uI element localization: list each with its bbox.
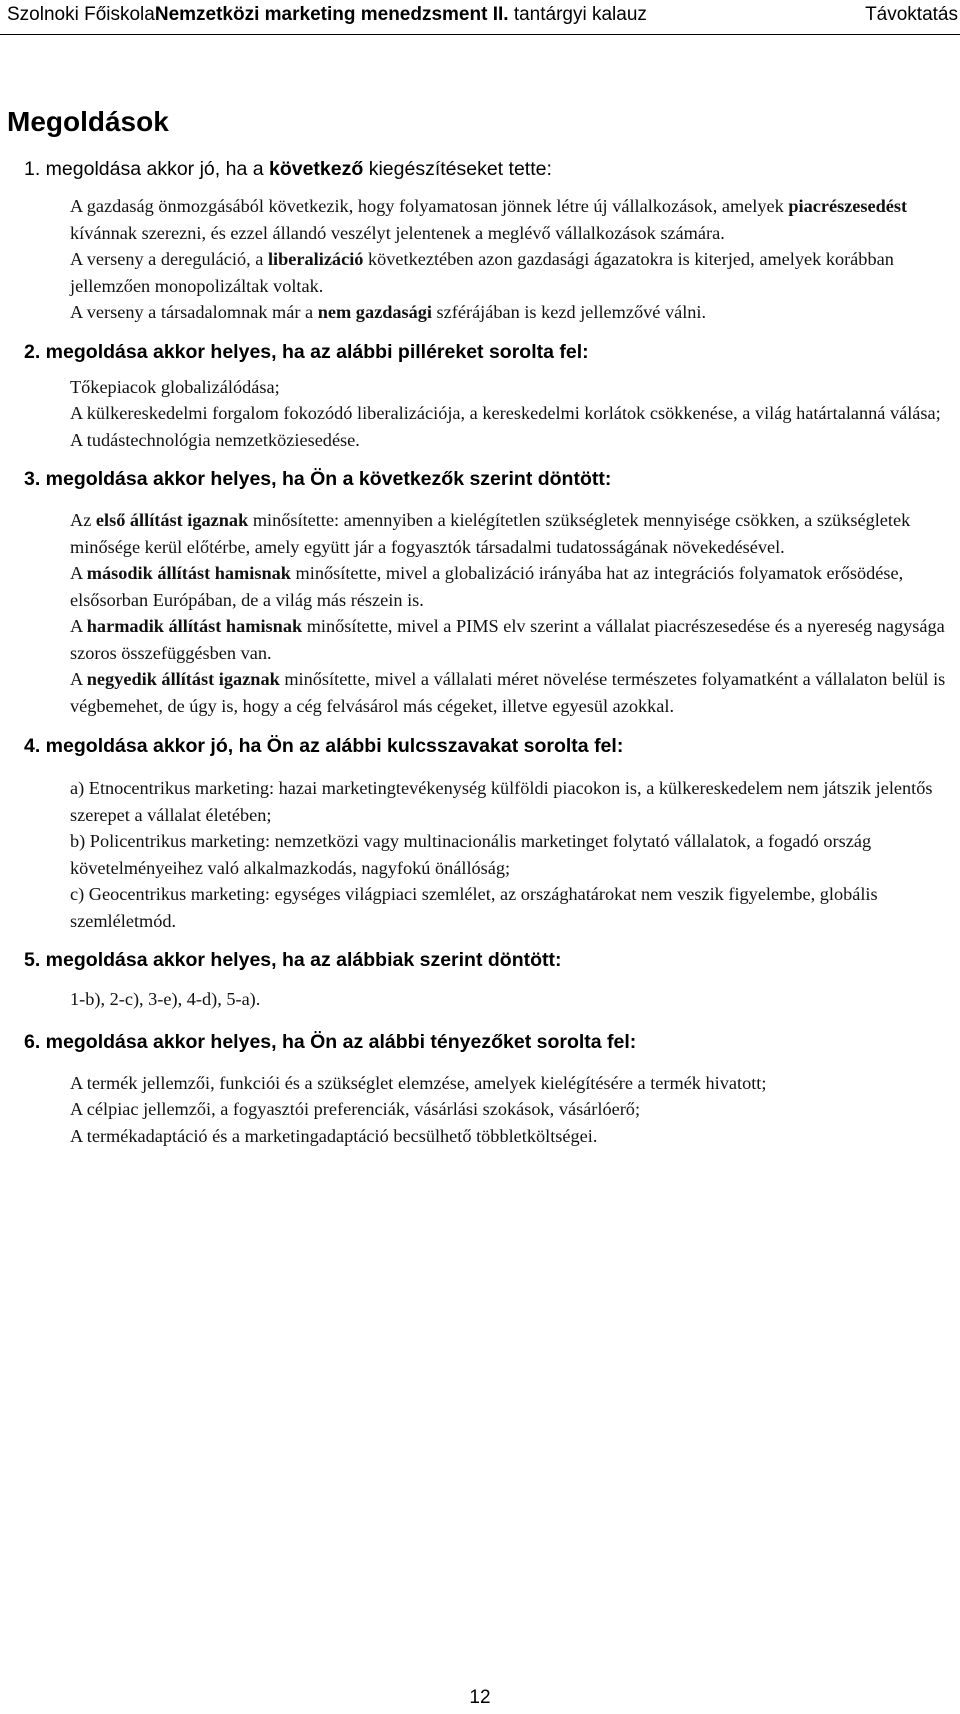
paragraph <box>70 613 955 666</box>
paragraph: A külkereskedelmi forgalom fokozódó liberalizációja, a kereskedelmi korlátok csökkenése, a világ határtalanná válása; <box>70 403 941 423</box>
section-6 <box>0 1028 960 1150</box>
section-2-heading-text: megoldása akkor helyes, ha az alábbi pilléreket sorolta fel: <box>40 340 589 363</box>
paragraph <box>70 246 955 299</box>
text-run: következtében azon gazdasági ágazatokra is kiterjed, amelyek korábban jellemzően monopolizáltak voltak. <box>70 249 894 296</box>
document-content <box>0 155 960 1149</box>
header-left <box>7 0 647 30</box>
text-run: A verseny a társadalomnak már a <box>70 302 318 322</box>
bold-term: liberalizáció <box>267 249 364 269</box>
text-run: szférájában is kezd jellemzővé válni. <box>431 302 707 322</box>
paragraph: Tőkepiacok globalizálódása; <box>70 376 280 397</box>
paragraph: c) Geocentrikus marketing: egységes világpiaci szemlélet, az országhatárokat nem veszik figyelembe, globális szemléletmód. <box>70 884 878 931</box>
section-1-heading-text-a: megoldása akkor jó, ha a <box>40 158 269 180</box>
section-5-heading <box>24 946 960 974</box>
bold-term: harmadik állítást hamisnak <box>86 616 303 636</box>
text-run: minősítette, mivel a vállalati méret növelése természetes folyamatként a vállalaton belül is végbemehet, de úgy is, hogy a cég felvásárol más cégeket, illetve egyesül azokkal. <box>70 669 946 716</box>
header-guide: tantárgyi kalauz <box>508 4 647 25</box>
section-2-heading <box>24 338 960 366</box>
section-1-heading-text-b: kiegészítéseket tette: <box>363 158 552 180</box>
section-3-heading-text: megoldása akkor helyes, ha Ön a következők szerint döntött: <box>40 468 612 490</box>
paragraph: A tudástechnológia nemzetköziesedése. <box>70 429 360 450</box>
section-1 <box>0 155 960 326</box>
section-1-number: 1. <box>24 158 41 180</box>
section-2 <box>0 338 960 454</box>
section-5-heading-text: megoldása akkor helyes, ha az alábbiak szerint döntött: <box>40 949 562 971</box>
paragraph: 1-b), 2-c), 3-e), 4-d), 5-a). <box>70 989 261 1009</box>
header-institution: Szolnoki Főiskola <box>7 4 155 25</box>
section-6-heading-text: megoldása akkor helyes, ha Ön az alábbi tényezőket sorolta fel: <box>40 1030 637 1053</box>
text-run: A <box>70 669 87 689</box>
bold-term: piacrészesedést <box>788 196 908 216</box>
text-run: A <box>70 563 87 583</box>
bold-term: második állítást hamisnak <box>86 563 291 583</box>
section-1-heading <box>24 155 960 183</box>
section-3-heading <box>24 465 960 493</box>
section-6-heading <box>24 1028 960 1056</box>
paragraph <box>70 299 955 326</box>
section-4-heading-text: megoldása akkor jó, ha Ön az alábbi kulcsszavakat sorolta fel: <box>40 735 624 757</box>
text-run: A gazdaság önmozgásából következik, hogy folyamatosan jönnek létre új vállalkozások, amelyek <box>70 196 789 216</box>
text-run: Az <box>70 510 96 530</box>
section-3-number: 3. <box>24 468 41 490</box>
text-run: A <box>70 616 87 636</box>
section-4-body <box>70 775 955 934</box>
section-4 <box>0 732 960 934</box>
section-1-heading-highlight: következő <box>268 158 364 180</box>
paragraph <box>70 560 955 613</box>
text-run: kívánnak szerezni, és ezzel állandó veszélyt jelentenek a meglévő vállalkozások számára. <box>70 222 725 243</box>
section-5-body <box>70 986 955 1013</box>
bold-term: negyedik állítást igaznak <box>86 669 280 689</box>
page-number: 12 <box>469 1687 491 1708</box>
text-run: minősítette, mivel a globalizáció irányába hat az integrációs folyamatok erősödése, elsősorban Európában, de a világ más részein is. <box>70 563 904 610</box>
section-3-body <box>70 507 955 719</box>
paragraph: A termék jellemzői, funkciói és a szükséglet elemzése, amelyek kielégítésére a termék hivatott; <box>70 1072 767 1093</box>
paragraph <box>70 507 955 560</box>
section-5 <box>0 946 960 1013</box>
section-1-body <box>70 193 955 326</box>
paragraph: A termékadaptáció és a marketingadaptáció becsülhető többletköltségei. <box>70 1125 598 1146</box>
paragraph <box>70 193 955 246</box>
section-4-number: 4. <box>24 735 41 757</box>
section-5-number: 5. <box>24 949 41 971</box>
text-run: minősítette: amennyiben a kielégítetlen szükségletek mennyisége csökken, a szükségletek minősége kerül előtérbe, amely együtt jár a fogyasztók társadalmi tudatosságának növekedésével. <box>70 510 911 557</box>
section-6-body <box>70 1070 955 1150</box>
bold-term: első állítást igaznak <box>95 510 249 530</box>
section-2-body <box>70 374 955 454</box>
paragraph: b) Policentrikus marketing: nemzetközi vagy multinacionális marketinget folytató vállalatok, a fogadó ország követelményeihez való alkalmazkodás, nagyfokú önállóság; <box>70 831 872 878</box>
section-6-number: 6. <box>24 1030 41 1053</box>
text-run: minősítette, mivel a PIMS elv szerint a vállalat piacrészesedése és a nyereség nagysága szoros összefüggésben van. <box>70 616 945 663</box>
paragraph <box>70 666 955 719</box>
section-3 <box>0 465 960 719</box>
paragraph: A célpiac jellemzői, a fogyasztói preferenciák, vásárlási szokások, vásárlóerő; <box>70 1099 641 1119</box>
page-title: Megoldások <box>7 106 169 137</box>
paragraph: a) Etnocentrikus marketing: hazai marketingtevékenység külföldi piacokon is, a külkereskedelem nem játszik jelentős szerepet a vállalat életében; <box>70 778 933 825</box>
header-course: Nemzetközi marketing menedzsment II. <box>154 4 509 25</box>
section-4-heading <box>24 732 960 760</box>
section-2-number: 2. <box>24 340 41 363</box>
text-run: A verseny a dereguláció, a <box>70 249 268 269</box>
page-header <box>0 0 960 35</box>
bold-term: nem gazdasági <box>317 302 432 322</box>
header-mode: Távoktatás <box>865 4 958 25</box>
